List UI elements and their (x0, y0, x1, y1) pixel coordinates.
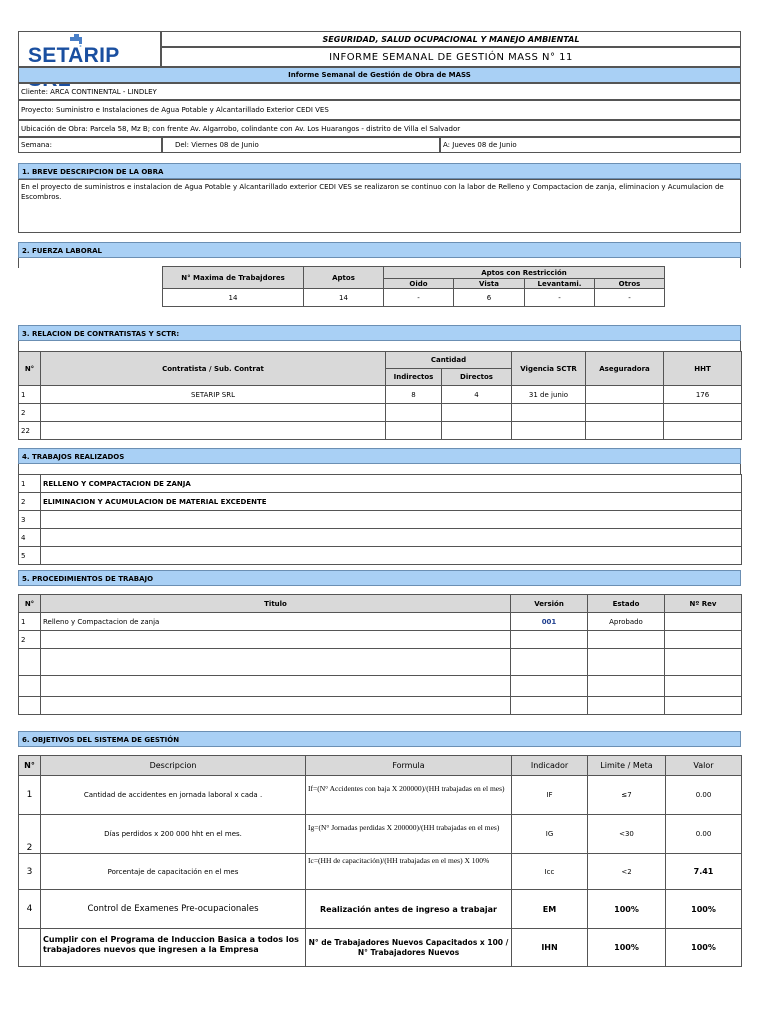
h-oido: Oido (384, 279, 454, 289)
row-estado (588, 676, 665, 697)
semana-label: Semana: (18, 137, 162, 153)
row-formula: Ic=(HH de capacitación)/(HH trabajadas en el mes) X 100% (306, 854, 512, 890)
h-estado: Estado (588, 595, 665, 613)
header-banner: Informe Semanal de Gestión de Obra de MASS (18, 67, 741, 83)
table-row (19, 776, 742, 815)
h-indirectos: Indirectos (386, 369, 442, 386)
list-item (19, 475, 742, 493)
h-aseguradora: Aseguradora (586, 352, 664, 386)
row-titulo: Relleno y Compactacion de zanja (41, 613, 511, 631)
row-directos (442, 422, 512, 440)
row-n: 2 (19, 815, 41, 854)
row-n (19, 929, 41, 967)
row-descripcion: Días perdidos x 200 000 hht en el mes. (41, 815, 306, 854)
list-item (19, 511, 742, 529)
h-version: Versión (511, 595, 588, 613)
row-limite: <30 (588, 815, 666, 854)
row-estado (588, 649, 665, 676)
row-valor: 100% (666, 890, 742, 929)
contratistas-gap (18, 341, 741, 351)
row-version (511, 649, 588, 676)
row-limite: 100% (588, 929, 666, 967)
row-version (511, 631, 588, 649)
item-text (41, 547, 742, 565)
row-n: 3 (19, 854, 41, 890)
row-indirectos: 8 (386, 386, 442, 404)
v-vista: 6 (454, 289, 525, 307)
row-hht (664, 422, 742, 440)
row-n: 2 (19, 404, 41, 422)
row-descripcion: Cumplir con el Programa de Induccion Basica a todos los trabajadores nuevos que ingresen a la Empresa (41, 929, 306, 967)
row-descripcion: Control de Examenes Pre-ocupacionales (41, 890, 306, 929)
item-n: 5 (19, 547, 41, 565)
h-descripcion: Descripcion (41, 756, 306, 776)
row-formula: If=(N° Accidentes con baja X 200000)/(HH trabajadas en el mes) (306, 776, 512, 815)
row-aseguradora (586, 404, 664, 422)
item-text: ELIMINACION Y ACUMULACION DE MATERIAL EXCEDENTE (41, 493, 742, 511)
item-text (41, 529, 742, 547)
row-aseguradora (586, 386, 664, 404)
row-contratista (41, 404, 386, 422)
objetivos-table (18, 755, 742, 967)
contratistas-table (18, 351, 742, 440)
row-rev (665, 697, 742, 715)
row-n: 1 (19, 386, 41, 404)
h-otros: Otros (595, 279, 665, 289)
section-6-title: 6. OBJETIVOS DEL SISTEMA DE GESTIÓN (18, 731, 741, 747)
table-row (19, 890, 742, 929)
procedimientos-table (18, 594, 742, 715)
v-max: 14 (163, 289, 304, 307)
row-n: 4 (19, 890, 41, 929)
row-hht: 176 (664, 386, 742, 404)
row-directos: 4 (442, 386, 512, 404)
h-vista: Vista (454, 279, 525, 289)
row-n: 1 (19, 776, 41, 815)
table-row (19, 404, 742, 422)
row-formula: Realización antes de ingreso a trabajar (306, 890, 512, 929)
row-indicador: IF (512, 776, 588, 815)
section-1-text: En el proyecto de suministros e instalacion de Agua Potable y Alcantarillado exterior CEDI VES se realizaron se continuo con la labor de Relleno y Compactacion de zanja, eliminacion y Acumulacion de Escombros. (18, 179, 741, 233)
row-valor: 0.00 (666, 776, 742, 815)
row-descripcion: Cantidad de accidentes en jornada laboral x cada . (41, 776, 306, 815)
item-n: 3 (19, 511, 41, 529)
h-directos: Directos (442, 369, 512, 386)
section-2-title: 2. FUERZA LABORAL (18, 242, 741, 258)
trabajos-gap (18, 464, 741, 474)
table-row (19, 613, 742, 631)
h-limite: Limite / Meta (588, 756, 666, 776)
item-n: 4 (19, 529, 41, 547)
v-levant: - (525, 289, 595, 307)
section-3-title: 3. RELACION DE CONTRATISTAS Y SCTR: (18, 325, 741, 341)
row-indicador: EM (512, 890, 588, 929)
semana-del: Del: Viernes 08 de Junio (162, 137, 440, 153)
row-indicador: IG (512, 815, 588, 854)
table-row (19, 649, 742, 676)
row-estado (588, 631, 665, 649)
header-line2: INFORME SEMANAL DE GESTIÓN MASS N° 11 (161, 47, 741, 67)
h-cantidad: Cantidad (386, 352, 512, 369)
row-limite: <2 (588, 854, 666, 890)
h-indicador: Indicador (512, 756, 588, 776)
row-version: 001 (511, 613, 588, 631)
row-rev (665, 676, 742, 697)
item-n: 1 (19, 475, 41, 493)
row-valor: 100% (666, 929, 742, 967)
section-1-title: 1. BREVE DESCRIPCION DE LA OBRA (18, 163, 741, 179)
row-n (19, 649, 41, 676)
row-contratista (41, 422, 386, 440)
item-n: 2 (19, 493, 41, 511)
row-limite: 100% (588, 890, 666, 929)
row-titulo (41, 697, 511, 715)
table-row (19, 929, 742, 967)
row-rev (665, 649, 742, 676)
h-valor: Valor (666, 756, 742, 776)
row-titulo (41, 631, 511, 649)
row-version (511, 697, 588, 715)
row-version (511, 676, 588, 697)
row-estado (588, 697, 665, 715)
header-line1: SEGURIDAD, SALUD OCUPACIONAL Y MANEJO AMBIENTAL (161, 31, 741, 47)
h-aptos-restriccion: Aptos con Restricción (384, 267, 665, 279)
row-estado: Aprobado (588, 613, 665, 631)
row-indicador: Icc (512, 854, 588, 890)
row-n: 1 (19, 613, 41, 631)
section-4-title: 4. TRABAJOS REALIZADOS (18, 448, 741, 464)
table-row (19, 631, 742, 649)
table-row (19, 386, 742, 404)
row-rev (665, 613, 742, 631)
list-item (19, 547, 742, 565)
fuerza-laboral-table (162, 266, 665, 307)
row-vigencia (512, 422, 586, 440)
item-text (41, 511, 742, 529)
company-logo-text: SETARIP (28, 44, 120, 67)
row-valor: 0.00 (666, 815, 742, 854)
row-n: 2 (19, 631, 41, 649)
table-row (19, 854, 742, 890)
row-titulo (41, 676, 511, 697)
trabajos-table (18, 474, 742, 565)
row-n (19, 676, 41, 697)
list-item (19, 493, 742, 511)
row-formula: Ig=(N° Jornadas perdidas X 200000)/(HH trabajadas en el mes) (306, 815, 512, 854)
row-contratista: SETARIP SRL (41, 386, 386, 404)
semana-al: A: Jueves 08 de Junio (440, 137, 741, 153)
row-indicador: IHN (512, 929, 588, 967)
row-rev (665, 631, 742, 649)
row-n: 22 (19, 422, 41, 440)
h-n: N° (19, 756, 41, 776)
logo-box (18, 31, 161, 67)
h-n: N° (19, 595, 41, 613)
h-vigencia: Vigencia SCTR (512, 352, 586, 386)
h-aptos: Aptos (304, 267, 384, 289)
h-contratista: Contratista / Sub. Contrat (41, 352, 386, 386)
item-text: RELLENO Y COMPACTACION DE ZANJA (41, 475, 742, 493)
h-max-trabajadores: N° Maxima de Trabajdores (163, 267, 304, 289)
v-oido: - (384, 289, 454, 307)
v-otros: - (595, 289, 665, 307)
row-indirectos (386, 404, 442, 422)
row-aseguradora (586, 422, 664, 440)
table-row (19, 676, 742, 697)
h-levant: Levantami. (525, 279, 595, 289)
table-row (19, 815, 742, 854)
v-aptos: 14 (304, 289, 384, 307)
h-rev: Nº Rev (665, 595, 742, 613)
table-row (19, 697, 742, 715)
section-5-title: 5. PROCEDIMIENTOS DE TRABAJO (18, 570, 741, 586)
row-directos (442, 404, 512, 422)
list-item (19, 529, 742, 547)
row-indirectos (386, 422, 442, 440)
h-titulo: Titulo (41, 595, 511, 613)
h-hht: HHT (664, 352, 742, 386)
h-formula: Formula (306, 756, 512, 776)
row-formula: N° de Trabajadores Nuevos Capacitados x 100 / N° Trabajadores Nuevos (306, 929, 512, 967)
row-limite: ≤7 (588, 776, 666, 815)
row-n (19, 697, 41, 715)
ubicacion-row: Ubicación de Obra: Parcela 58, Mz B; con frente Av. Algarrobo, colindante con Av. Los Huarangos - distrito de Villa el Salvador (18, 120, 741, 137)
proyecto-row: Proyecto: Suministro e Instalaciones de Agua Potable y Alcantarillado Exterior CEDI VES (18, 100, 741, 120)
h-n: N° (19, 352, 41, 386)
row-descripcion: Porcentaje de capacitación en el mes (41, 854, 306, 890)
row-hht (664, 404, 742, 422)
row-vigencia: 31 de junio (512, 386, 586, 404)
row-titulo (41, 649, 511, 676)
table-row (19, 422, 742, 440)
cliente-row: Cliente: ARCA CONTINENTAL - LINDLEY (18, 83, 741, 100)
row-valor: 7.41 (666, 854, 742, 890)
row-vigencia (512, 404, 586, 422)
